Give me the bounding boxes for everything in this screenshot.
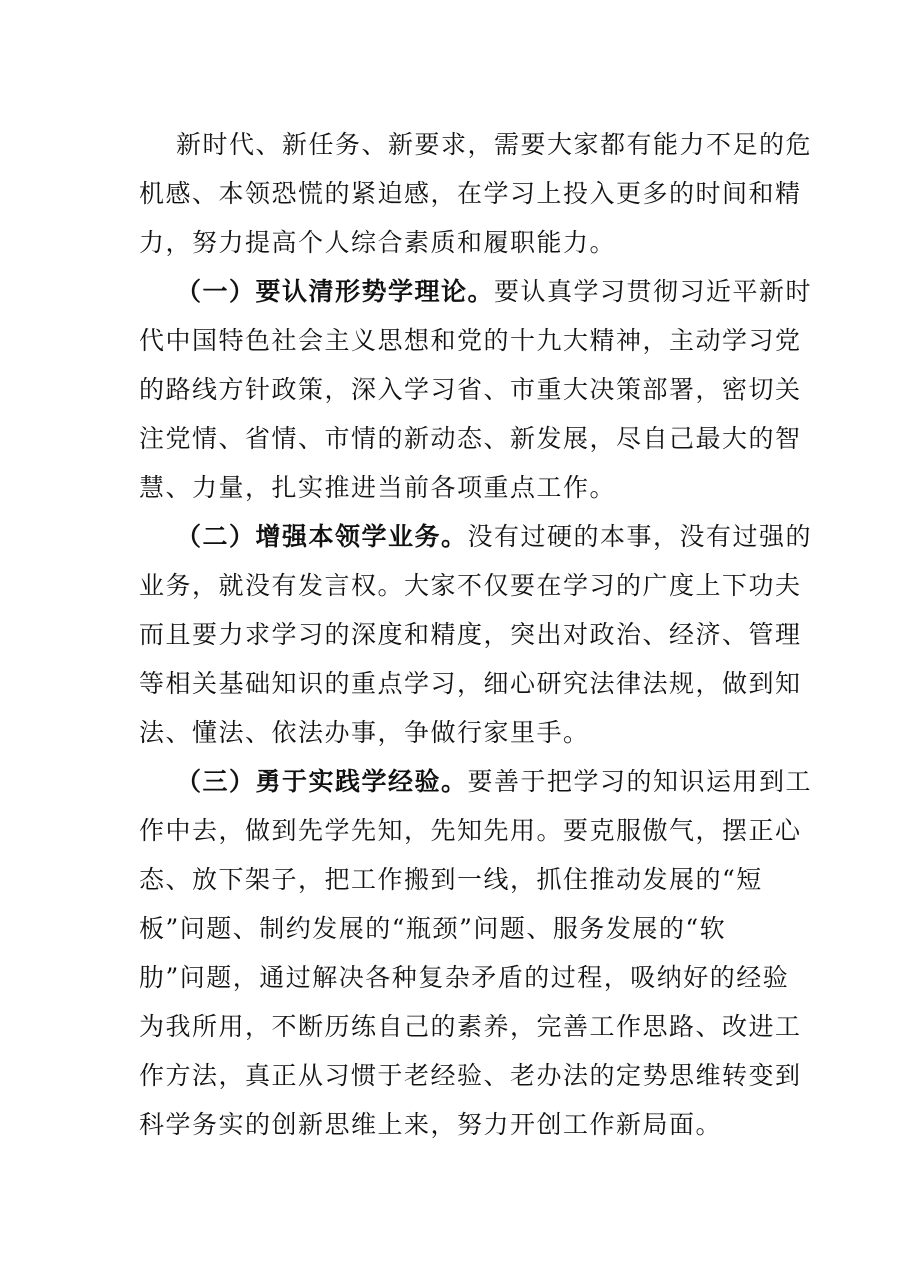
section-3-line-5: 肋”问题，通过解决各种复杂矛盾的过程，吸纳好的经验: [139, 963, 790, 992]
section-1-first-line: [176, 277, 816, 307]
intro-line-3: 力，努力提高个人综合素质和履职能力。: [139, 228, 617, 257]
section-1-first-line-text: 要认真学习贯彻习近平新时: [494, 277, 813, 306]
section-2-line-3: 而且要力求学习的深度和精度，突出对政治、经济、管理: [139, 620, 802, 649]
section-3-first-line: [176, 767, 816, 797]
section-2-heading: （二）增强本领学业务。: [176, 522, 468, 551]
section-1-line-3: 的路线方针政策，深入学习省、市重大决策部署，密切关: [139, 375, 802, 404]
section-3-line-2: 作中去，做到先学先知，先知先用。要克服傲气，摆正心: [139, 816, 802, 845]
section-3-line-4: 板”问题、制约发展的“瓶颈”问题、服务发展的“软: [139, 914, 727, 943]
section-2-line-5: 法、懂法、依法办事，争做行家里手。: [139, 718, 590, 747]
section-3-line-3: 态、放下架子，把工作搬到一线，抓住推动发展的“短: [139, 865, 763, 894]
section-1-line-4: 注党情、省情、市情的新动态、新发展，尽自己最大的智: [139, 424, 802, 453]
section-2-line-2: 业务，就没有发言权。大家不仅要在学习的广度上下功夫: [139, 571, 802, 600]
section-1-heading: （一）要认清形势学理论。: [176, 277, 495, 306]
section-3-line-6: 为我所用，不断历练自己的素养，完善工作思路、改进工: [139, 1012, 802, 1041]
section-1-line-5: 慧、力量，扎实推进当前各项重点工作。: [139, 473, 617, 502]
section-3-line-7: 作方法，真正从习惯于老经验、老办法的定势思维转变到: [139, 1061, 802, 1090]
section-2-first-line: [176, 522, 816, 552]
section-1-line-2: 代中国特色社会主义思想和党的十九大精神，主动学习党: [139, 326, 802, 355]
intro-line-2: 机感、本领恐慌的紧迫感，在学习上投入更多的时间和精: [139, 179, 802, 208]
intro-line-1: 新时代、新任务、新要求，需要大家都有能力不足的危: [176, 130, 813, 159]
section-3-heading: （三）勇于实践学经验。: [176, 767, 468, 796]
section-2-line-4: 等相关基础知识的重点学习，细心研究法律法规，做到知: [139, 669, 802, 698]
section-3-first-line-text: 要善于把学习的知识运用到工: [467, 767, 813, 796]
section-3-line-8: 科学务实的创新思维上来，努力开创工作新局面。: [139, 1110, 723, 1139]
section-2-first-line-text: 没有过硬的本事，没有过强的: [467, 522, 813, 551]
